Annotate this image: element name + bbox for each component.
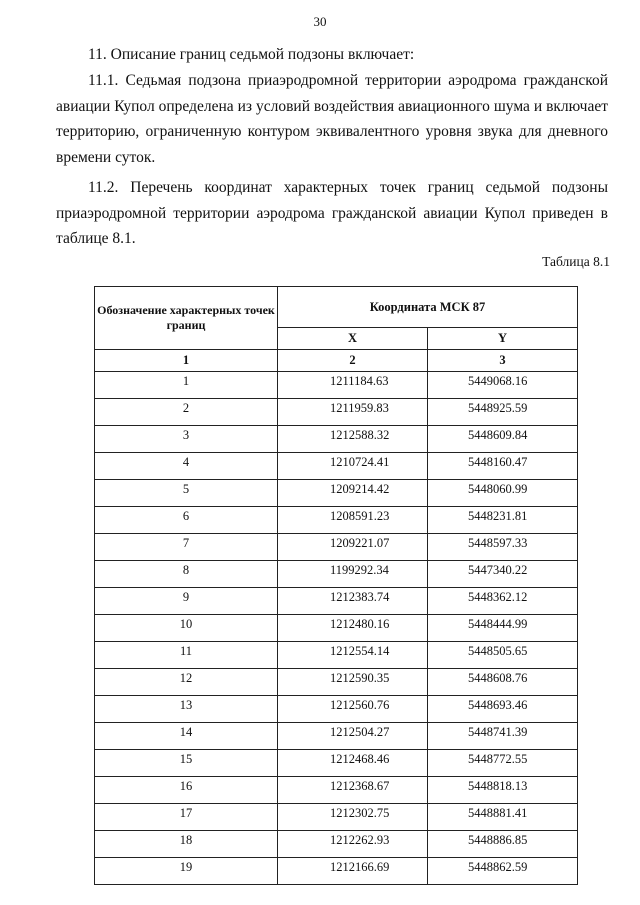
- coord-x: 1212383.74: [278, 588, 428, 615]
- coord-y: 5448741.39: [428, 723, 578, 750]
- point-number: 12: [95, 669, 278, 696]
- coord-x: 1208591.23: [278, 507, 428, 534]
- coord-y: 5448362.12: [428, 588, 578, 615]
- coord-x: 1212166.69: [278, 858, 428, 885]
- table-row: [95, 426, 578, 453]
- table-row: [95, 831, 578, 858]
- point-number: 1: [95, 372, 278, 399]
- coord-y: 5448597.33: [428, 534, 578, 561]
- coord-x: 1210724.41: [278, 453, 428, 480]
- coord-y: 5448608.76: [428, 669, 578, 696]
- header-x: X: [278, 328, 428, 350]
- paragraph-11-1: [56, 68, 608, 170]
- point-number: 7: [95, 534, 278, 561]
- table-row: [95, 534, 578, 561]
- table-row: [95, 858, 578, 885]
- paragraph-11-2-text: 11.2. Перечень координат характерных точек границ седьмой подзоны приаэродромной территории аэродрома гражданской авиации Купол приведен в таблице 8.1.: [56, 179, 608, 247]
- table-row: [95, 561, 578, 588]
- coord-x: 1212588.32: [278, 426, 428, 453]
- point-number: 19: [95, 858, 278, 885]
- point-number: 9: [95, 588, 278, 615]
- coord-y: 5448886.85: [428, 831, 578, 858]
- coord-y: 5448609.84: [428, 426, 578, 453]
- coordinates-table: [94, 286, 578, 885]
- coord-y: 5448693.46: [428, 696, 578, 723]
- table-caption: Таблица 8.1: [542, 254, 610, 269]
- coord-x: 1212262.93: [278, 831, 428, 858]
- page-number: 30: [313, 14, 327, 29]
- coord-x: 1209214.42: [278, 480, 428, 507]
- coord-x: 1199292.34: [278, 561, 428, 588]
- coord-x: 1212554.14: [278, 642, 428, 669]
- coord-x: 1211184.63: [278, 372, 428, 399]
- point-number: 3: [95, 426, 278, 453]
- coord-x: 1212468.46: [278, 750, 428, 777]
- point-number: 14: [95, 723, 278, 750]
- table-row: [95, 804, 578, 831]
- coord-y: 5448772.55: [428, 750, 578, 777]
- header-points: Обозначение характерных точек границ: [95, 287, 278, 350]
- coord-y: 5447340.22: [428, 561, 578, 588]
- table-row: [95, 750, 578, 777]
- coord-y: 5448160.47: [428, 453, 578, 480]
- paragraph-11-2: [56, 175, 608, 252]
- coord-y: 5448231.81: [428, 507, 578, 534]
- point-number: 16: [95, 777, 278, 804]
- table-row: [95, 372, 578, 399]
- point-number: 6: [95, 507, 278, 534]
- coord-y: 5448862.59: [428, 858, 578, 885]
- point-number: 8: [95, 561, 278, 588]
- paragraph-11: [56, 42, 608, 68]
- point-number: 15: [95, 750, 278, 777]
- column-number-1: 1: [95, 350, 278, 372]
- table-row: [95, 399, 578, 426]
- coord-y: 5448818.13: [428, 777, 578, 804]
- coord-y: 5448444.99: [428, 615, 578, 642]
- paragraph-11-text: 11. Описание границ седьмой подзоны включает:: [88, 46, 415, 63]
- paragraph-11-1-text: 11.1. Седьмая подзона приаэродромной территории аэродрома гражданской авиации Купол определена из условий воздействия авиационного шума и включает территорию, ограниченную контуром эквивалентного уровня звука для дневного времени суток.: [56, 72, 608, 166]
- coord-x: 1211959.83: [278, 399, 428, 426]
- point-number: 11: [95, 642, 278, 669]
- point-number: 17: [95, 804, 278, 831]
- coord-y: 5448881.41: [428, 804, 578, 831]
- coord-y: 5448505.65: [428, 642, 578, 669]
- point-number: 10: [95, 615, 278, 642]
- table-row: [95, 669, 578, 696]
- point-number: 5: [95, 480, 278, 507]
- table-row: [95, 696, 578, 723]
- header-coordinate-system: Координата МСК 87: [278, 287, 578, 328]
- coord-y: 5449068.16: [428, 372, 578, 399]
- table-row: [95, 723, 578, 750]
- point-number: 13: [95, 696, 278, 723]
- column-number-3: 3: [428, 350, 578, 372]
- coord-x: 1212560.76: [278, 696, 428, 723]
- table-row: [95, 615, 578, 642]
- point-number: 4: [95, 453, 278, 480]
- coord-x: 1209221.07: [278, 534, 428, 561]
- coord-x: 1212302.75: [278, 804, 428, 831]
- table-row: [95, 777, 578, 804]
- table-row: [95, 453, 578, 480]
- table-row: [95, 480, 578, 507]
- coord-y: 5448060.99: [428, 480, 578, 507]
- point-number: 2: [95, 399, 278, 426]
- header-y: Y: [428, 328, 578, 350]
- coord-x: 1212368.67: [278, 777, 428, 804]
- column-number-2: 2: [278, 350, 428, 372]
- coord-x: 1212504.27: [278, 723, 428, 750]
- table-row: [95, 642, 578, 669]
- coord-x: 1212480.16: [278, 615, 428, 642]
- table-row: [95, 507, 578, 534]
- table-row: [95, 588, 578, 615]
- table-body: [95, 372, 578, 885]
- coord-x: 1212590.35: [278, 669, 428, 696]
- point-number: 18: [95, 831, 278, 858]
- coord-y: 5448925.59: [428, 399, 578, 426]
